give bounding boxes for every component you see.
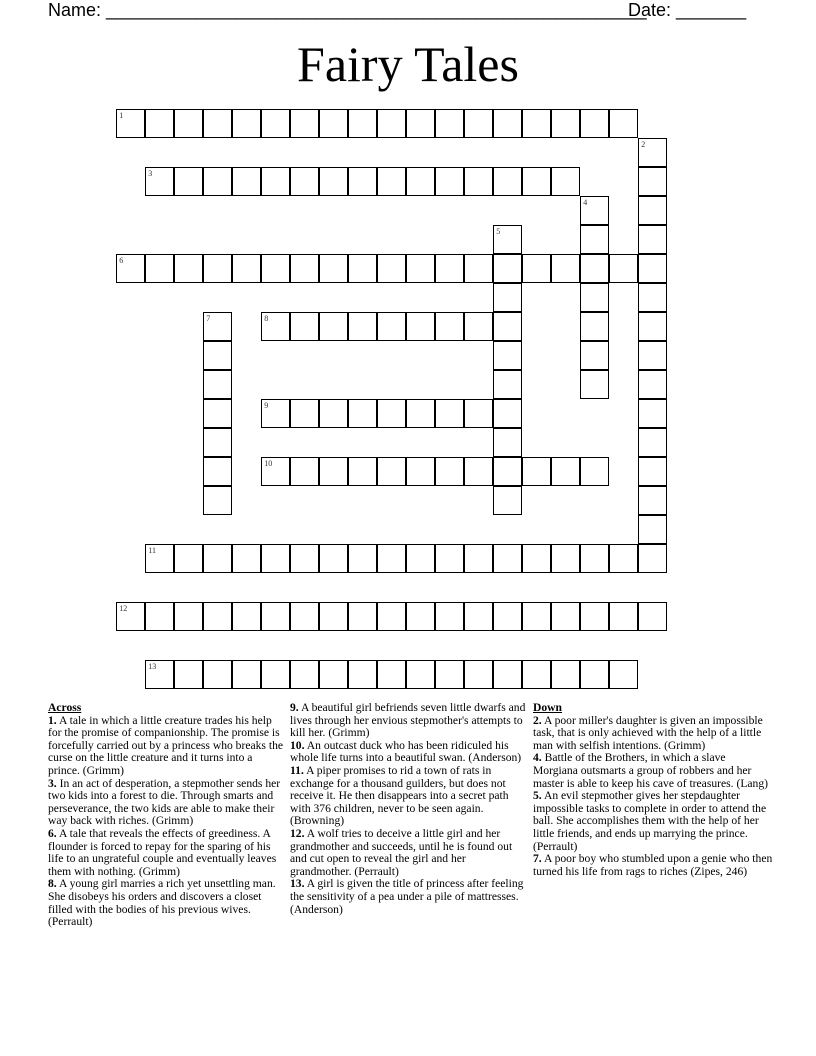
crossword-cell[interactable] [406, 457, 435, 486]
clue-across-13 [290, 878, 528, 916]
clue-text: A girl is given the title of princess after feeling the sensitivity of a pea under a pile of mattresses. (Anderson) [290, 877, 524, 916]
crossword-cell[interactable] [609, 254, 638, 283]
crossword-cell[interactable] [464, 544, 493, 573]
clue-text: A tale in which a little creature trades his help for the promise of companionship. The promise is forcefully carried out by a princess who breaks the curse on the little creature and it turns into a prince. (Grimm) [48, 713, 284, 777]
clue-text: Battle of the Brothers, in which a slave Morgiana outsmarts a group of robbers and her master is able to keep his cave of treasures. (Lang) [533, 751, 768, 790]
crossword-cell[interactable] [638, 254, 667, 283]
crossword-cell[interactable] [377, 602, 406, 631]
crossword-cell[interactable] [522, 660, 551, 689]
clue-number-label: 6 [119, 256, 124, 266]
crossword-cell[interactable] [319, 660, 348, 689]
clue-number: 1. [48, 713, 57, 727]
crossword-cell[interactable] [406, 167, 435, 196]
crossword-cell[interactable] [406, 109, 435, 138]
clue-text: A beautiful girl befriends seven little dwarfs and lives through her envious stepmother's attempts to kill her. (Grimm) [290, 701, 526, 740]
crossword-cell[interactable] [203, 602, 232, 631]
crossword-cell[interactable] [203, 167, 232, 196]
crossword-cell[interactable] [348, 660, 377, 689]
crossword-cell[interactable] [406, 312, 435, 341]
crossword-cell[interactable] [261, 167, 290, 196]
crossword-cell[interactable] [319, 457, 348, 486]
crossword-cell[interactable] [435, 109, 464, 138]
crossword-cell[interactable] [261, 457, 290, 486]
name-field[interactable]: Name: ______________________________________________________ [48, 0, 647, 20]
crossword-cell[interactable] [609, 602, 638, 631]
crossword-cell[interactable] [174, 660, 203, 689]
crossword-cell[interactable] [290, 602, 319, 631]
crossword-cell[interactable] [493, 486, 522, 515]
clue-number: 2. [533, 713, 542, 727]
crossword-cell[interactable] [435, 457, 464, 486]
crossword-cell[interactable] [319, 544, 348, 573]
clue-number: 10. [290, 738, 305, 752]
crossword-cell[interactable] [551, 602, 580, 631]
crossword-cell[interactable] [290, 167, 319, 196]
crossword-cell[interactable] [261, 602, 290, 631]
crossword-cell[interactable] [551, 544, 580, 573]
crossword-cell[interactable] [261, 399, 290, 428]
crossword-cell[interactable] [319, 109, 348, 138]
crossword-cell[interactable] [638, 370, 667, 399]
clue-down-5 [533, 790, 773, 853]
crossword-cell[interactable] [261, 660, 290, 689]
crossword-cell[interactable] [319, 399, 348, 428]
crossword-cell[interactable] [580, 225, 609, 254]
clue-text: An outcast duck who has been ridiculed his whole life turns into a beautiful swan. (Anderson) [290, 738, 522, 765]
crossword-cell[interactable] [232, 660, 261, 689]
crossword-cell[interactable] [174, 254, 203, 283]
crossword-cell[interactable] [406, 254, 435, 283]
crossword-cell[interactable] [203, 399, 232, 428]
clue-across-8 [48, 878, 286, 928]
crossword-cell[interactable] [203, 312, 232, 341]
crossword-cell[interactable] [493, 428, 522, 457]
clue-across-1 [48, 715, 286, 778]
crossword-cell[interactable] [638, 196, 667, 225]
crossword-cell[interactable] [261, 109, 290, 138]
crossword-cell[interactable] [609, 109, 638, 138]
crossword-cell[interactable] [464, 312, 493, 341]
crossword-cell[interactable] [116, 254, 145, 283]
crossword-cell[interactable] [348, 254, 377, 283]
crossword-cell[interactable] [232, 167, 261, 196]
crossword-cell[interactable] [493, 399, 522, 428]
clue-across-10 [290, 740, 528, 765]
clue-text: A poor boy who stumbled upon a genie who then turned his life from rags to riches (Zipes, 246) [533, 852, 773, 878]
crossword-cell[interactable] [551, 660, 580, 689]
clue-text: A piper promises to rid a town of rats in exchange for a thousand guilders, but does not receive it. He then disappears into a secret path with 376 children, never to be seen again. (Browning) [290, 763, 509, 828]
clue-number-label: 7 [206, 314, 211, 324]
crossword-cell[interactable] [290, 109, 319, 138]
crossword-cell[interactable] [145, 660, 174, 689]
crossword-cell[interactable] [203, 428, 232, 457]
across-heading: Across [48, 701, 82, 714]
crossword-cell[interactable] [609, 544, 638, 573]
clue-number-label: 3 [148, 169, 153, 179]
crossword-cell[interactable] [377, 167, 406, 196]
crossword-cell[interactable] [638, 428, 667, 457]
crossword-cell[interactable] [493, 341, 522, 370]
crossword-cell[interactable] [580, 370, 609, 399]
crossword-cell[interactable] [174, 167, 203, 196]
crossword-cell[interactable] [348, 312, 377, 341]
crossword-cell[interactable] [522, 602, 551, 631]
crossword-cell[interactable] [551, 457, 580, 486]
crossword-cell[interactable] [493, 602, 522, 631]
clue-number: 4. [533, 751, 542, 765]
crossword-cell[interactable] [377, 457, 406, 486]
clue-across-11 [290, 765, 528, 828]
crossword-cell[interactable] [174, 602, 203, 631]
clue-number: 9. [290, 701, 299, 714]
crossword-cell[interactable] [290, 544, 319, 573]
crossword-cell[interactable] [522, 457, 551, 486]
crossword-cell[interactable] [145, 254, 174, 283]
crossword-cell[interactable] [377, 544, 406, 573]
crossword-cell[interactable] [493, 109, 522, 138]
crossword-cell[interactable] [638, 399, 667, 428]
crossword-cell[interactable] [145, 109, 174, 138]
crossword-cell[interactable] [493, 457, 522, 486]
crossword-cell[interactable] [464, 602, 493, 631]
clue-number: 3. [48, 776, 57, 790]
crossword-cell[interactable] [377, 109, 406, 138]
crossword-cell[interactable] [638, 312, 667, 341]
crossword-cell[interactable] [493, 370, 522, 399]
crossword-cell[interactable] [522, 254, 551, 283]
crossword-cell[interactable] [638, 544, 667, 573]
crossword-cell[interactable] [522, 109, 551, 138]
crossword-cell[interactable] [493, 660, 522, 689]
clue-text: An evil stepmother gives her stepdaughter impossible tasks to complete in order to attend the ball. She accomplishes them with the help of her little friends, and ends up marrying the prince. (Perrault) [533, 789, 767, 853]
crossword-cell[interactable] [435, 167, 464, 196]
crossword-cell[interactable] [638, 341, 667, 370]
crossword-cell[interactable] [406, 660, 435, 689]
crossword-cell[interactable] [406, 399, 435, 428]
crossword-cell[interactable] [638, 138, 667, 167]
clue-number: 13. [290, 877, 305, 891]
clue-down-2 [533, 715, 773, 753]
crossword-cell[interactable] [348, 544, 377, 573]
crossword-cell[interactable] [377, 312, 406, 341]
crossword-cell[interactable] [290, 457, 319, 486]
clue-number-label: 13 [148, 662, 157, 672]
crossword-cell[interactable] [232, 254, 261, 283]
crossword-cell[interactable] [609, 660, 638, 689]
crossword-cell[interactable] [406, 602, 435, 631]
crossword-cell[interactable] [261, 254, 290, 283]
clue-number: 7. [533, 852, 542, 866]
clue-text: A poor miller's daughter is given an impossible task, that is only achieved with the help of a little man with selfish intentions. (Grimm) [533, 713, 763, 752]
clue-number-label: 5 [496, 227, 501, 237]
crossword-cell[interactable] [580, 660, 609, 689]
crossword-cell[interactable] [580, 283, 609, 312]
clue-number-label: 1 [119, 111, 124, 121]
clue-down-7 [533, 853, 773, 878]
crossword-cell[interactable] [232, 109, 261, 138]
crossword-cell[interactable] [493, 254, 522, 283]
clue-across-9 [290, 702, 528, 740]
clue-number: 12. [290, 826, 305, 840]
clue-number-label: 4 [583, 198, 588, 208]
crossword-cell[interactable] [435, 544, 464, 573]
crossword-cell[interactable] [145, 167, 174, 196]
crossword-cell[interactable] [551, 109, 580, 138]
clue-text: A young girl marries a rich yet unsettling man. She disobeys his orders and discovers a closet filled with the bodies of his previous wives. (Perrault) [48, 877, 276, 929]
clue-text: A tale that reveals the effects of greediness. A flounder is forced to repay for the sparing of his life to an ungrateful couple and eventually leaves them with nothing. (Grimm) [48, 826, 277, 878]
clue-text: A wolf tries to deceive a little girl and her grandmother and succeeds, until he is found out and cut open to reveal the girl and her grandmother. (Perrault) [290, 826, 513, 878]
crossword-cell[interactable] [203, 486, 232, 515]
crossword-cell[interactable] [464, 660, 493, 689]
crossword-cell[interactable] [435, 254, 464, 283]
crossword-cell[interactable] [464, 457, 493, 486]
crossword-cell[interactable] [261, 312, 290, 341]
crossword-cell[interactable] [319, 167, 348, 196]
crossword-cell[interactable] [290, 660, 319, 689]
crossword-cell[interactable] [435, 399, 464, 428]
clue-number-label: 12 [119, 604, 128, 614]
crossword-cell[interactable] [493, 225, 522, 254]
crossword-cell[interactable] [638, 167, 667, 196]
crossword-cell[interactable] [348, 457, 377, 486]
crossword-cell[interactable] [174, 544, 203, 573]
crossword-cell[interactable] [638, 515, 667, 544]
crossword-cell[interactable] [232, 602, 261, 631]
crossword-cell[interactable] [203, 341, 232, 370]
crossword-cell[interactable] [464, 109, 493, 138]
crossword-cell[interactable] [580, 196, 609, 225]
crossword-cell[interactable] [435, 602, 464, 631]
crossword-cell[interactable] [319, 312, 348, 341]
crossword-cell[interactable] [203, 254, 232, 283]
crossword-cell[interactable] [174, 109, 203, 138]
crossword-cell[interactable] [261, 544, 290, 573]
clue-number: 6. [48, 826, 57, 840]
crossword-cell[interactable] [203, 660, 232, 689]
crossword-cell[interactable] [580, 109, 609, 138]
crossword-cell[interactable] [203, 544, 232, 573]
clue-number-label: 10 [264, 459, 273, 469]
crossword-cell[interactable] [348, 602, 377, 631]
crossword-cell[interactable] [203, 370, 232, 399]
date-field[interactable]: Date: _______ [628, 0, 747, 20]
crossword-cell[interactable] [377, 660, 406, 689]
clue-number-label: 8 [264, 314, 269, 324]
crossword-cell[interactable] [348, 399, 377, 428]
clue-number: 5. [533, 789, 542, 803]
clue-across-12 [290, 828, 528, 878]
clue-number-label: 11 [148, 546, 156, 556]
crossword-cell[interactable] [522, 544, 551, 573]
crossword-cell[interactable] [638, 283, 667, 312]
page-title: Fairy Tales [297, 36, 519, 92]
down-heading: Down [533, 701, 562, 714]
clue-text: In an act of desperation, a stepmother sends her two kids into a forest to die. Through smarts and perseverance, the two kids are able to make their way back with riches. (Grimm) [48, 776, 281, 828]
crossword-cell[interactable] [638, 457, 667, 486]
crossword-cell[interactable] [638, 225, 667, 254]
crossword-cell[interactable] [145, 602, 174, 631]
crossword-grid [117, 110, 677, 700]
clue-across-6 [48, 828, 286, 878]
crossword-cell[interactable] [348, 109, 377, 138]
crossword-cell[interactable] [551, 254, 580, 283]
crossword-cell[interactable] [377, 254, 406, 283]
crossword-cell[interactable] [493, 544, 522, 573]
crossword-cell[interactable] [435, 312, 464, 341]
crossword-cell[interactable] [580, 312, 609, 341]
crossword-cell[interactable] [464, 167, 493, 196]
crossword-cell[interactable] [290, 399, 319, 428]
crossword-cell[interactable] [203, 457, 232, 486]
crossword-cell[interactable] [116, 109, 145, 138]
clue-down-4 [533, 752, 773, 790]
crossword-cell[interactable] [580, 602, 609, 631]
crossword-cell[interactable] [580, 254, 609, 283]
clues-across-column-1 [48, 702, 286, 929]
crossword-cell[interactable] [493, 167, 522, 196]
crossword-cell[interactable] [232, 544, 261, 573]
crossword-cell[interactable] [319, 254, 348, 283]
crossword-cell[interactable] [493, 312, 522, 341]
crossword-cell[interactable] [522, 167, 551, 196]
header [48, 0, 747, 20]
crossword-cell[interactable] [638, 602, 667, 631]
crossword-cell[interactable] [638, 486, 667, 515]
clue-number: 8. [48, 877, 57, 891]
crossword-cell[interactable] [203, 109, 232, 138]
crossword-cell[interactable] [435, 660, 464, 689]
crossword-cell[interactable] [290, 254, 319, 283]
clue-number: 11. [290, 763, 304, 777]
crossword-cell[interactable] [464, 399, 493, 428]
crossword-cell[interactable] [116, 602, 145, 631]
crossword-cell[interactable] [551, 167, 580, 196]
crossword-cell[interactable] [580, 544, 609, 573]
clues-across-column-2 [290, 702, 528, 916]
crossword-cell[interactable] [464, 254, 493, 283]
crossword-cell[interactable] [580, 341, 609, 370]
crossword-cell[interactable] [290, 312, 319, 341]
clues-down-column [533, 702, 773, 878]
crossword-cell[interactable] [493, 283, 522, 312]
crossword-cell[interactable] [377, 399, 406, 428]
clue-number-label: 2 [641, 140, 646, 150]
clue-number-label: 9 [264, 401, 269, 411]
crossword-cell[interactable] [406, 544, 435, 573]
crossword-cell[interactable] [580, 457, 609, 486]
crossword-cell[interactable] [319, 602, 348, 631]
crossword-cell[interactable] [145, 544, 174, 573]
crossword-cell[interactable] [348, 167, 377, 196]
clue-across-3 [48, 778, 286, 828]
